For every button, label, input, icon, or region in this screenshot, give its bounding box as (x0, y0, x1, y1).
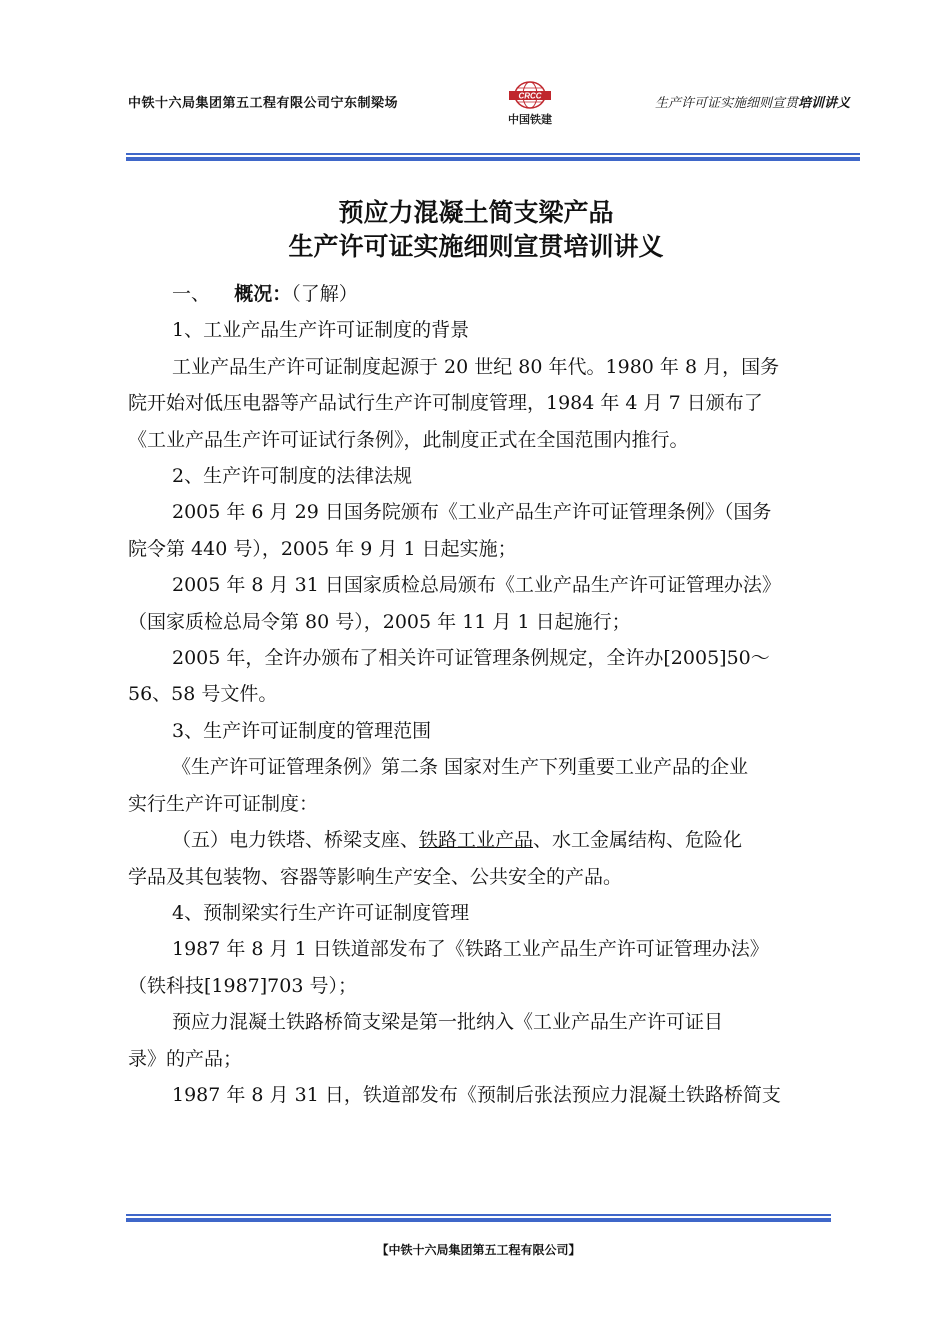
line-pre: （五）电力铁塔、桥梁支座、 (172, 829, 420, 852)
paragraph-line: 2005 年 6 月 29 日国务院颁布《工业产品生产许可证管理条例》（国务 (172, 501, 772, 524)
logo-letters: CRCC (518, 91, 542, 101)
header-company-name: 中铁十六局集团第五工程有限公司宁东制梁场 (128, 96, 399, 111)
section-title: 概况： (234, 283, 292, 305)
document-body (128, 276, 858, 1113)
title-line-2: 生产许可证实施细则宣贯培训讲义 (288, 232, 664, 261)
paragraph-line: 工业产品生产许可证制度起源于 20 世纪 80 年代。1980 年 8 月，国务 (172, 355, 780, 378)
paragraph-line: 2005 年 8 月 31 日国家质检总局颁布《工业产品生产许可证管理办法》 (172, 574, 781, 597)
section-heading (128, 276, 858, 312)
underlined-term: 铁路工业产品 (419, 829, 534, 852)
paragraph-line: 《生产许可证管理条例》第二条 国家对生产下列重要工业产品的企业 (172, 756, 749, 779)
paragraph-line: 1987 年 8 月 1 日铁道部发布了《铁路工业产品生产许可证管理办法》 (172, 938, 769, 961)
paragraph-line: 56、58 号文件。 (128, 683, 278, 706)
logo-text: 中国铁建 (508, 113, 552, 126)
section-note: （了解） (291, 283, 358, 305)
paragraph-line: （国家质检总局令第 80 号），2005 年 11 月 1 日起施行； (128, 610, 631, 633)
paragraph-line: 预应力混凝土铁路桥简支梁是第一批纳入《工业产品生产许可证目 (172, 1011, 724, 1034)
header-doc-title-prefix: 生产许可证实施细则宣贯 (654, 96, 798, 111)
paragraph-line: 学品及其包装物、容器等影响生产安全、公共安全的产品。 (128, 865, 623, 888)
page-footer: 【中铁十六局集团第五工程有限公司】 (376, 1243, 581, 1257)
paragraph-line: 录》的产品； (128, 1047, 243, 1070)
paragraph-line: 2005 年，全许办颁布了相关许可证管理条例规定，全许办[2005]50～ (172, 647, 770, 670)
paragraph-line: 院令第 440 号），2005 年 9 月 1 日起实施； (128, 537, 517, 560)
item-heading-1: 1、工业产品生产许可证制度的背景 (172, 319, 470, 342)
page-header (128, 80, 850, 130)
paragraph-line: （铁科技[1987]703 号）； (128, 974, 357, 997)
crcc-globe-icon (506, 80, 554, 110)
document-title (126, 196, 826, 264)
title-line-1: 预应力混凝土简支梁产品 (338, 198, 614, 227)
header-doc-title (655, 92, 850, 111)
section-number: 一、 (172, 283, 211, 305)
paragraph-line: 1987 年 8 月 31 日，铁道部发布《预制后张法预应力混凝土铁路桥简支 (172, 1083, 781, 1106)
item-heading-3: 3、生产许可证制度的管理范围 (172, 719, 432, 742)
paragraph-line: 《工业产品生产许可证试行条例》，此制度正式在全国范围内推行。 (128, 428, 689, 451)
header-rule (126, 153, 860, 161)
item-heading-4: 4、预制梁实行生产许可证制度管理 (172, 901, 470, 924)
paragraph-line: 实行生产许可证制度： (128, 792, 319, 815)
paragraph-line (128, 822, 858, 858)
paragraph-line: 院开始对低压电器等产品试行生产许可制度管理，1984 年 4 月 7 日颁布了 (128, 392, 763, 415)
line-post: 、水工金属结构、危险化 (533, 829, 743, 852)
header-doc-title-bold: 培训讲义 (797, 96, 850, 111)
crcc-logo (500, 80, 560, 130)
footer-rule (126, 1214, 831, 1222)
item-heading-2: 2、生产许可制度的法律法规 (172, 465, 413, 488)
